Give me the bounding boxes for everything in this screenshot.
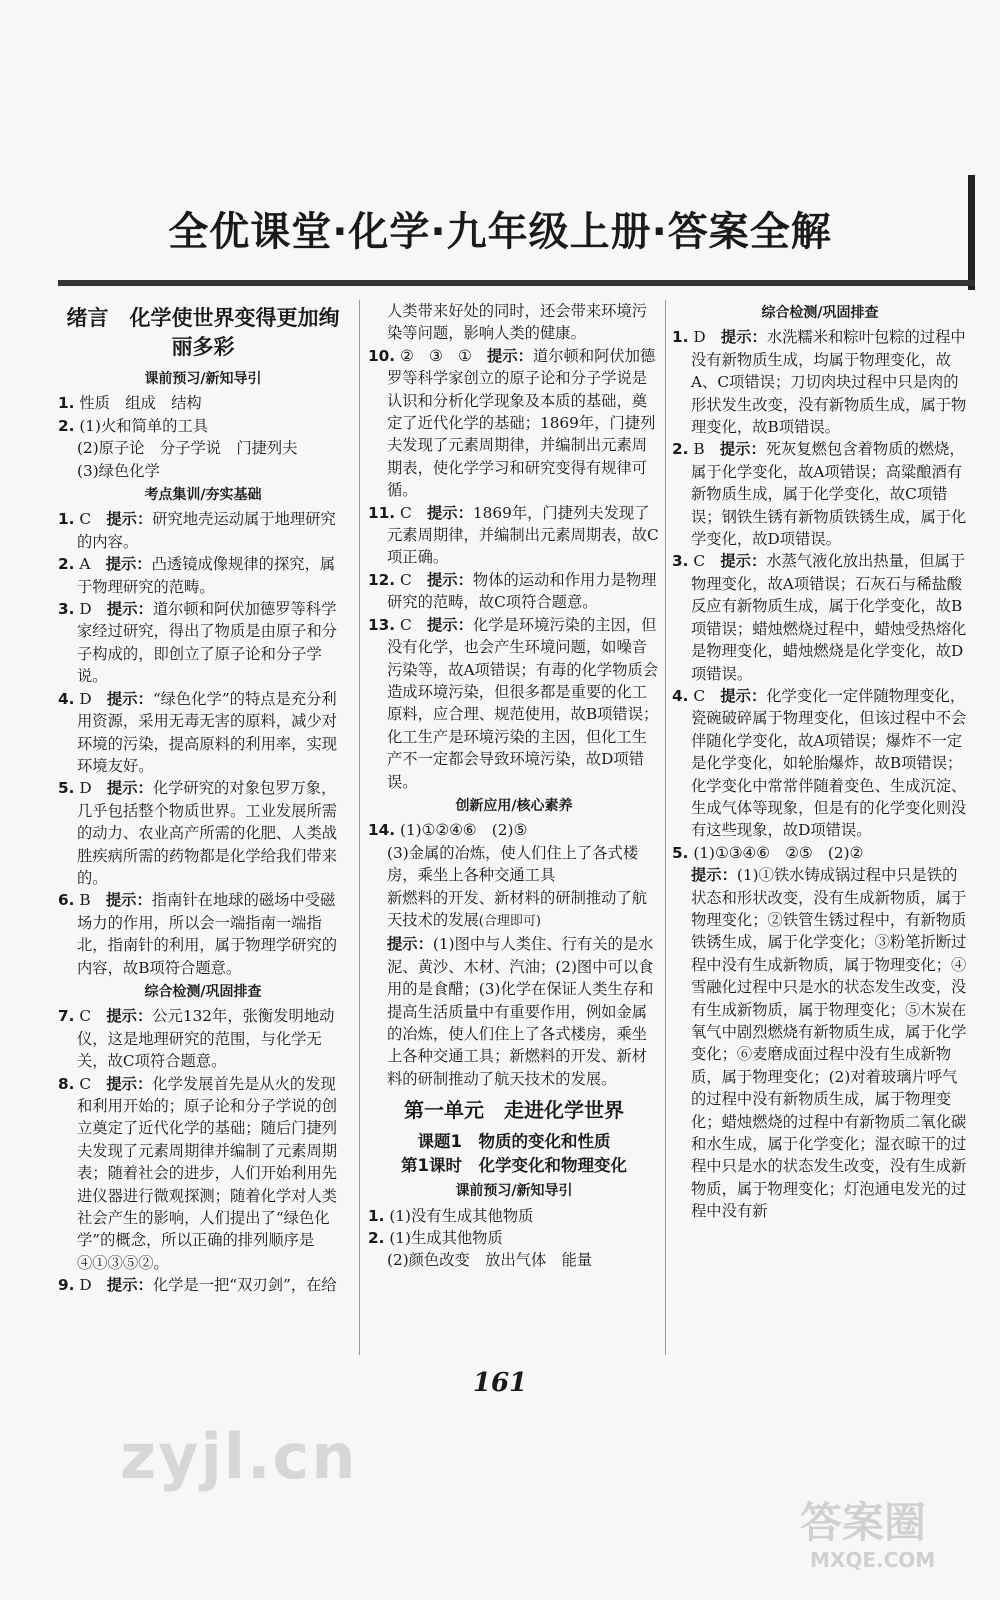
column-1 — [58, 300, 348, 1297]
answer-item: 7. C 提示：公元132年，张衡发明地动仪，这是地理研究的范围，与化学无关，故C项符合题意。 — [58, 1007, 335, 1071]
watermark-daanquan: 答案圈 — [800, 1498, 927, 1547]
answer-item: 4. C 提示：化学变化一定伴随物理变化，瓷碗破碎属于物理变化，但该过程中不会伴随化学变化，故A项错误；爆炸不一定是化学变化，如轮胎爆炸，故B项错误；化学变化中常常伴随着变色、生成沉淀、生成气体等现象，但是有的化学变化则没有这些现象，故D项错误。 — [672, 686, 967, 840]
answer-item: 5. (1)①③④⑥ ②⑤ (2)② — [672, 843, 864, 862]
answer-item: 2. A 提示：凸透镜成像规律的探究，属于物理研究的范畴。 — [58, 555, 336, 596]
answer-subitem: (3)金属的冶炼，使人们住上了各式楼房，乘坐上各种交通工具 — [387, 843, 639, 885]
section-heading: 课前预习/新知导引 — [455, 1183, 573, 1200]
lesson-heading: 第1课时 化学变化和物理变化 — [401, 1156, 627, 1176]
answer-item: 1. D 提示：水洗糯米和粽叶包粽的过程中没有新物质生成，均属于物理变化，故A、C项错误；刀切肉块过程中只是肉的形状发生改变，没有新物质生成，属于物理变化，故B项错误。 — [672, 328, 967, 437]
answer-hint: 提示：(1)①铁水铸成锅过程中只是铁的状态和形状改变，没有生成新物质，属于物理变化；②铁管生锈过程中，有新物质铁锈生成，属于化学变化；③粉笔折断过程中没有生成新物质，属于物理变化；④雪融化过程中只是水的状态发生改变，没有生成新物质，属于物理变化；⑤木炭在氧气中剧烈燃烧有新物质生成，属于化学变化；⑥麦磨成面过程中没有生成新物质，属于物理变化；(2)对着玻璃片呼气的过程中没有新物质生成，属于物理变化；蜡烛燃烧的过程中有新物质二氧化碳和水生成，属于化学变化；湿衣晾干的过程中只是水的状态发生改变，没有生成新物质，属于物理变化；灯泡通电发光的过程中没有新 — [691, 866, 967, 1221]
topic-heading: 课题1 物质的变化和性质 — [417, 1132, 611, 1152]
answer-item: 3. D 提示：道尔顿和阿伏加德罗等科学家经过研究，得出了物质是由原子和分子构成的，即创立了原子论和分子学说。 — [58, 600, 338, 686]
answer-subitem: (2)颜色改变 放出气体 能量 — [387, 1251, 593, 1270]
column-2 — [368, 300, 660, 1272]
answer-item: 5. D 提示：化学研究的对象包罗万象，几乎包括整个物质世界。工业发展所需的动力、农业高产所需的化肥、人类战胜疾病所需的药物都是化学给我们带来的。 — [58, 779, 338, 887]
answer-item: 4. D 提示：“绿色化学”的特点是充分利用资源，采用无毒无害的原料，减少对环境的污染，提高原料的利用率，实现环境友好。 — [58, 689, 338, 775]
answer-item: 10. ② ③ ① 提示：道尔顿和阿伏加德罗等科学家创立的原子论和分子学说是认识和分析化学现象及本质的基础，奠定了近代化学的基础；1869年，门捷列夫发现了元素周期律，并编制出元素周期表，使化学学习和研究变得有规律可循。 — [368, 346, 656, 500]
watermark-zyjl: zyjl.cn — [120, 1420, 358, 1493]
chapter-heading: 绪言 化学使世界变得更加绚丽多彩 — [66, 306, 340, 359]
column-divider-1 — [359, 300, 360, 1355]
answer-item: 2. B 提示：死灰复燃包含着物质的燃烧，属于化学变化，故A项错误；高粱酿酒有新物质生成，属于化学变化，故C项错误；钢铁生锈有新物质铁锈生成，属于化学变化，故D项错误。 — [672, 440, 967, 549]
title-underline — [58, 280, 975, 286]
page-number: 161 — [472, 1368, 528, 1398]
answer-item: 9. D 提示：化学是一把“双刃剑”，在给 — [58, 1276, 337, 1295]
answer-item: 14. (1)①②④⑥ (2)⑤ — [368, 821, 528, 840]
answer-subitem: 新燃料的开发、新材料的研制推动了航天技术的发展(合理即可) — [387, 888, 648, 929]
answer-item: 12. C 提示：物体的运动和作用力是物理研究的范畴，故C项符合题意。 — [368, 570, 657, 612]
answer-item: 2. (1)火和简单的工具 — [58, 416, 209, 435]
answer-item: 3. C 提示：水蒸气液化放出热量，但属于物理变化，故A项错误；石灰石与稀盐酸反应有新物质生成，属于化学变化，故B项错误；蜡烛燃烧过程中，蜡烛受热熔化是物理变化，蜡烛燃烧是化学变化，故D项错误。 — [672, 552, 967, 683]
unit-heading: 第一单元 走进化学世界 — [404, 1098, 624, 1123]
section-heading: 课前预习/新知导引 — [144, 371, 262, 387]
answer-item: 1. C 提示：研究地壳运动属于地理研究的内容。 — [58, 510, 336, 551]
column-divider-2 — [665, 300, 666, 1355]
section-heading: 综合检测/巩固排查 — [144, 983, 262, 1000]
section-heading: 创新应用/核心素养 — [455, 797, 573, 814]
answer-item: 8. C 提示：化学发展首先是从火的发现和利用开始的；原子论和分子学说的创立奠定了近代化学的基础；随后门捷列夫发现了元素周期律并编制了元素周期表；随着社会的进步，人们开始利用先进仪器进行微观探测；随着化学对人类社会产生的影响，人们提出了“绿色化学”的概念，所以正确的排列顺序是④①③⑤②。 — [58, 1074, 338, 1272]
section-heading: 考点集训/夯实基础 — [144, 487, 262, 504]
watermark-mxqe: MXQE.COM — [810, 1548, 936, 1572]
answer-item: 13. C 提示：化学是环境污染的主因，但没有化学，也会产生环境问题，如噪音污染等，故A项错误；有毒的化学物质会造成环境污染，但很多都是重要的化工原料，应合理、规范使用，故B项错误；化工生产是环境污染的主因，但化工生产不一定都会导致环境污染，故D项错误。 — [368, 615, 659, 791]
answer-subitem: (3)绿色化学 — [77, 461, 160, 480]
answer-item: 11. C 提示：1869年，门捷列夫发现了元素周期律，并编制出元素周期表，故C项正确。 — [368, 503, 659, 567]
answer-item: 2. (1)生成其他物质 — [368, 1229, 503, 1248]
answer-item: 1. (1)没有生成其他物质 — [368, 1206, 534, 1225]
answer-subitem: (2)原子论 分子学说 门捷列夫 — [77, 439, 298, 458]
answer-hint: 提示：(1)图中与人类住、行有关的是水泥、黄沙、木材、汽油；(2)图中可以食用的是食醋；(3)化学在保证人类生存和提高生活质量中有重要作用，例如金属的冶炼，使人们住上了各式楼房，乘坐上各种交通工具；新燃料的开发、新材料的研制推动了航天技术的发展。 — [387, 935, 654, 1088]
section-heading: 综合检测/巩固排查 — [761, 305, 879, 321]
answer-item: 1. 性质 组成 结构 — [58, 394, 202, 413]
page-title: 全优课堂·化学·九年级上册·答案全解 — [168, 209, 832, 255]
answer-item: 6. B 提示：指南针在地球的磁场中受磁场力的作用，所以会一端指南一端指北，指南针的利用，属于物理学研究的内容，故B项符合题意。 — [58, 891, 338, 977]
column-3 — [672, 300, 968, 1223]
answer-continuation: 人类带来好处的同时，还会带来环境污染等问题，影响人类的健康。 — [387, 302, 648, 343]
